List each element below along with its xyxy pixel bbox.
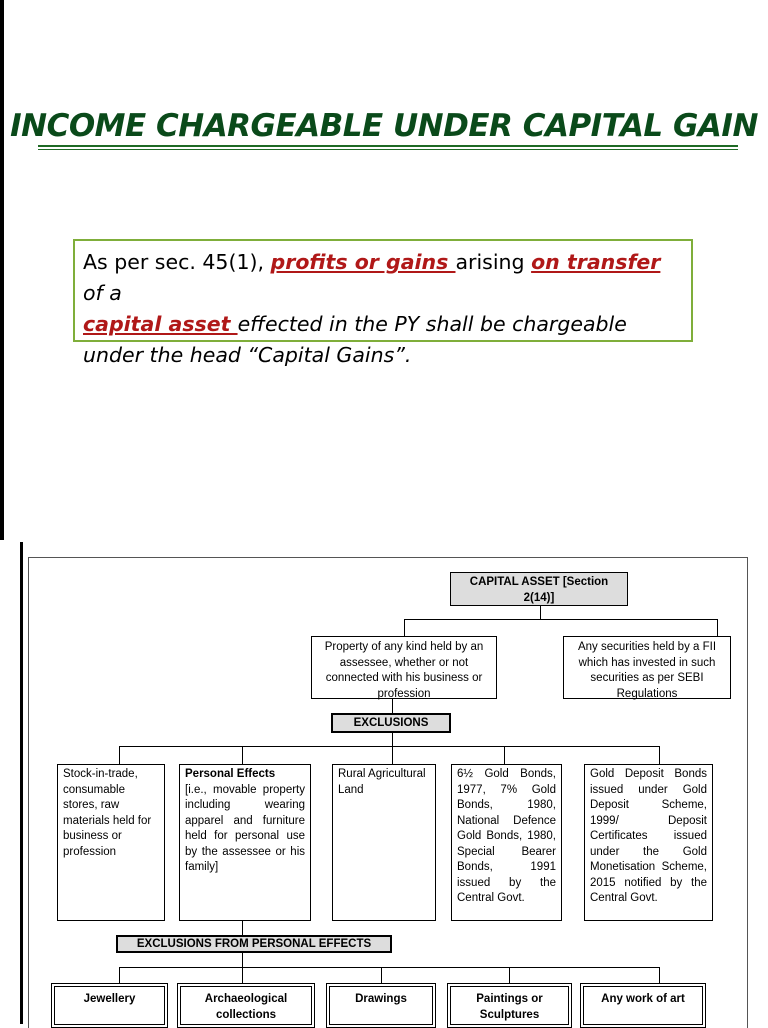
personal-effects-body: [i.e., movable property including wearing apparel and furniture held for personal use by the assessee or his family] xyxy=(185,783,305,873)
definition-suffix: effected in the PY shall be chargeable under the head “Capital Gains”. xyxy=(83,312,627,367)
capital-asset-chart xyxy=(28,557,748,1028)
exclusion-rural-box: Rural Agricultural Land xyxy=(332,764,436,921)
drop-bonds xyxy=(504,746,505,764)
personal-exclusion-paintings: Paintings or Sculptures xyxy=(447,983,572,1028)
exclusion-personal-box xyxy=(179,764,311,921)
drop-stock xyxy=(119,746,120,764)
drop-personal xyxy=(242,746,243,764)
drop-jewellery xyxy=(119,967,120,983)
drop-drawings xyxy=(381,967,382,983)
exclusions-drop xyxy=(392,733,393,746)
drop-gold-deposit xyxy=(659,746,660,764)
term-profits-or-gains: profits or gains xyxy=(270,250,456,274)
definition-of-a: of a xyxy=(83,281,122,305)
personal-effects-title: Personal Effects xyxy=(185,768,276,780)
personal-exclusion-archaeological: Archaeological collections xyxy=(177,983,315,1028)
left-edge-bar-top xyxy=(0,0,4,540)
term-on-transfer: on transfer xyxy=(531,250,661,274)
root-connector xyxy=(540,605,541,619)
definition-box xyxy=(73,239,693,367)
branch-right-box: Any securities held by a FII which has invested in such securities as per SEBI Regulations xyxy=(563,636,731,699)
drop-paintings xyxy=(509,967,510,983)
exclusion-gold-deposit-box: Gold Deposit Bonds issued under Gold Deposit Scheme, 1999/ Deposit Certificates issued under the Gold Monetisation Scheme, 2015 notified by the Central Govt. xyxy=(584,764,713,921)
drop-archaeological xyxy=(242,967,243,983)
personal-exclusion-drawings: Drawings xyxy=(326,983,436,1028)
personal-exclusions-horizontal xyxy=(119,967,659,968)
title-underline xyxy=(38,145,738,147)
personal-exclusions-box: EXCLUSIONS FROM PERSONAL EFFECTS xyxy=(116,935,392,953)
root-box: CAPITAL ASSET [Section 2(14)] xyxy=(450,572,628,606)
exclusions-box: EXCLUSIONS xyxy=(331,713,451,733)
title-underline-secondary xyxy=(38,149,738,150)
personal-exclusion-jewellery: Jewellery xyxy=(51,983,168,1028)
exclusion-bonds-box: 6½ Gold Bonds, 1977, 7% Gold Bonds, 1980, National Defence Gold Bonds, 1980, Special Bearer Bonds, 1991 issued by the Central Govt. xyxy=(451,764,562,921)
left-edge-bar-bottom xyxy=(20,542,23,1024)
exclusion-stock-box: Stock-in-trade, consumable stores, raw materials held for business or profession xyxy=(57,764,165,921)
branch-left-box: Property of any kind held by an assessee, whether or not connected with his business or profession xyxy=(311,636,497,699)
branch-left-drop xyxy=(404,619,405,637)
personal-exclusion-work-of-art: Any work of art xyxy=(580,983,706,1028)
branch-horizontal xyxy=(404,619,717,620)
slide-title: INCOME CHARGEABLE UNDER CAPITAL GAIN xyxy=(10,108,758,144)
definition-arising: arising xyxy=(455,250,532,274)
personal-exclusions-drop xyxy=(242,952,243,967)
drop-work-of-art xyxy=(659,967,660,983)
personal-to-exclusions xyxy=(242,921,243,935)
drop-rural xyxy=(392,746,393,764)
definition-prefix: As per sec. 45(1), xyxy=(83,250,271,274)
term-capital-asset: capital asset xyxy=(83,312,238,336)
branch-right-drop xyxy=(717,619,718,637)
exclusions-horizontal xyxy=(119,746,659,747)
